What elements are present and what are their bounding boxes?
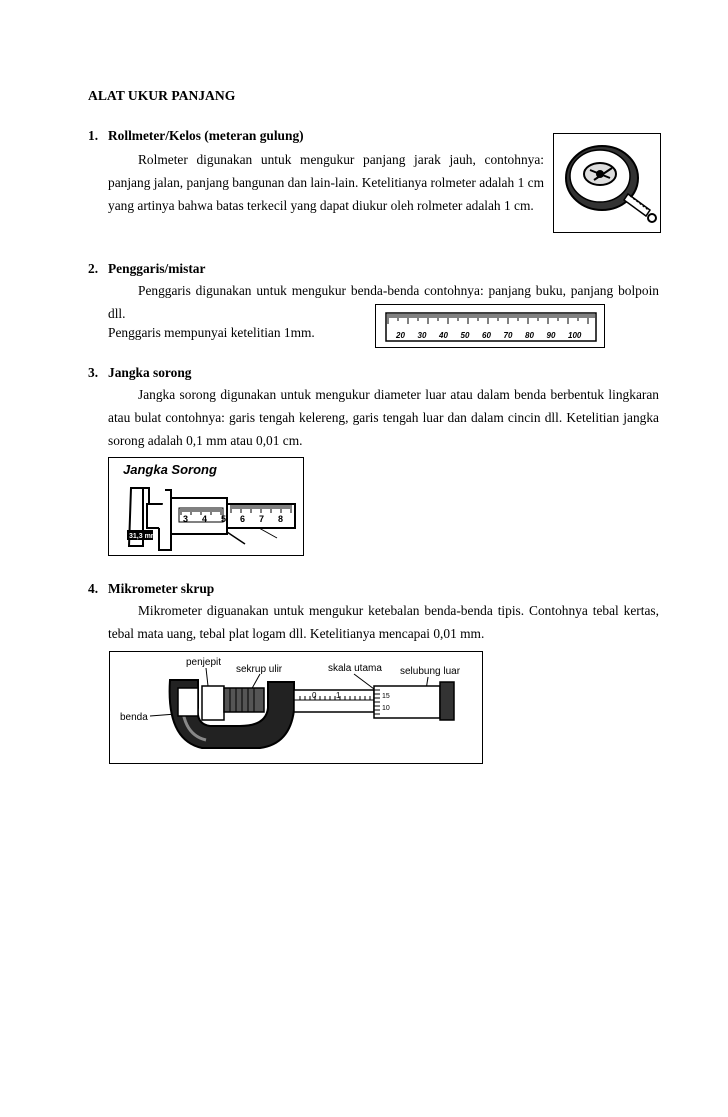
- rollmeter-figure: [553, 133, 661, 233]
- ruler-label-50: 50: [460, 331, 470, 340]
- section-1-heading: Rollmeter/Kelos (meteran gulung): [108, 128, 304, 143]
- ruler-label-100: 100: [568, 331, 582, 340]
- caliper-scale-4: 4: [202, 514, 208, 524]
- ruler-label-30: 30: [417, 331, 427, 340]
- sleeve-label-0: 0: [312, 691, 317, 700]
- label-sekrup: sekrup ulir: [236, 664, 283, 675]
- micrometer-icon: [110, 652, 482, 763]
- ruler-label-80: 80: [525, 331, 534, 340]
- page-title: ALAT UKUR PANJANG: [88, 88, 236, 103]
- ruler-label-60: 60: [482, 331, 491, 340]
- caliper-scale-7: 7: [259, 514, 265, 524]
- ruler-label-90: 90: [546, 331, 556, 340]
- caliper-icon: [109, 458, 303, 555]
- section-2-body: Penggaris digunakan untuk mengukur benda-benda contohnya: panjang buku, panjang bolpoin dll.: [108, 283, 659, 321]
- section-3-body: Jangka sorong digunakan untuk mengukur diameter luar atau dalam benda berbentuk lingkaran atau bulat contohnya: garis tengah kelereng, garis tengah luar dan dalam cincin dll. Ketelitian jangka sorong adalah 0,1 mm atau 0,01 cm.: [108, 387, 659, 448]
- caliper-figure: [108, 457, 304, 556]
- sleeve-label-1: 1: [336, 691, 341, 700]
- thimble-label-15: 15: [382, 693, 390, 700]
- ruler-label-40: 40: [439, 331, 448, 340]
- label-selubung: selubung luar: [400, 666, 461, 677]
- caliper-scale-8: 8: [278, 514, 284, 524]
- caliper-caption: Jangka Sorong: [123, 462, 217, 477]
- label-penjepit: penjepit: [186, 657, 222, 668]
- section-3-heading: Jangka sorong: [108, 365, 192, 380]
- caliper-scale-3: 3: [183, 514, 189, 524]
- tape-measure-icon: [554, 134, 660, 232]
- section-2-precision: Penggaris mempunyai ketelitian 1mm.: [108, 325, 315, 340]
- section-3-number: 3.: [88, 365, 99, 380]
- label-skala: skala utama: [328, 663, 382, 674]
- label-benda: benda: [120, 712, 148, 723]
- section-4-heading: Mikrometer skrup: [108, 581, 215, 596]
- ruler-label-20: 20: [396, 331, 405, 340]
- section-2-heading: Penggaris/mistar: [108, 261, 206, 276]
- ruler-icon: [376, 305, 604, 347]
- section-4-body: Mikrometer diguanakan untuk mengukur ketebalan benda-benda tipis. Contohnya tebal kertas, tebal mata uang, tebal plat logam dll. Ketelitianya mencapai 0,01 mm.: [108, 603, 659, 641]
- caliper-reading: 31,3 mm: [129, 533, 158, 540]
- caliper-scale-6: 6: [240, 514, 246, 524]
- section-1-body: Rolmeter digunakan untuk mengukur panjang jarak jauh, contohnya: panjang jalan, panjang bangunan dan lain-lain. Ketelitianya rolmeter adalah 1 cm yang artinya bahwa batas terkecil yang dapat diukur oleh rolmeter adalah 1 cm.: [108, 152, 544, 213]
- caliper-scale-5: 5: [221, 514, 227, 524]
- thimble-label-10: 10: [382, 705, 390, 712]
- ruler-figure: [375, 304, 605, 348]
- section-2-number: 2.: [88, 261, 99, 276]
- micrometer-figure: [109, 651, 483, 764]
- section-4-number: 4.: [88, 581, 99, 596]
- section-1-number: 1.: [88, 128, 99, 143]
- ruler-label-70: 70: [503, 331, 513, 340]
